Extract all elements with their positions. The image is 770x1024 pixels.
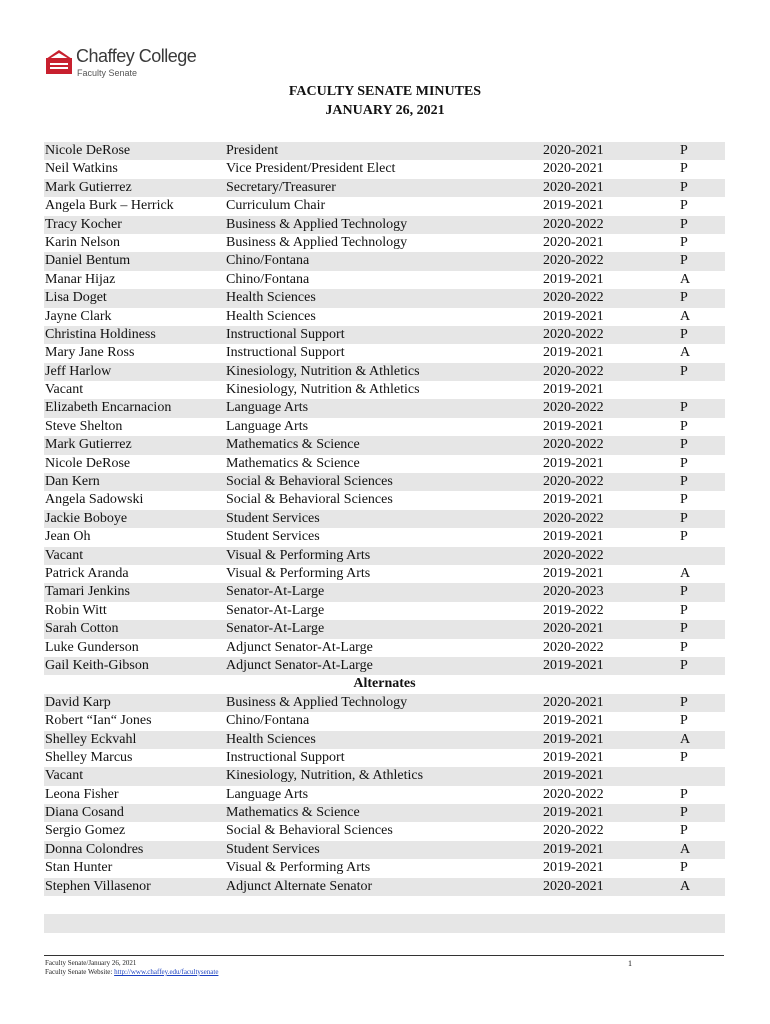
member-name: Stephen Villasenor	[45, 878, 151, 894]
member-position: Kinesiology, Nutrition & Athletics	[226, 363, 420, 379]
member-position: Health Sciences	[226, 308, 316, 324]
member-attendance: A	[680, 841, 691, 857]
member-attendance: P	[680, 400, 688, 416]
senators-list	[44, 142, 725, 675]
member-term: 2020-2021	[543, 161, 604, 177]
table-row	[44, 620, 725, 638]
member-name: Tamari Jenkins	[45, 584, 130, 600]
blank-row	[44, 914, 725, 932]
member-attendance: A	[680, 731, 691, 747]
table-row	[44, 216, 725, 234]
member-attendance: P	[680, 179, 688, 195]
table-row	[44, 565, 725, 583]
member-attendance: P	[680, 198, 688, 214]
member-attendance: P	[680, 455, 688, 471]
member-term: 2019-2021	[543, 345, 604, 361]
member-name: Nicole DeRose	[45, 455, 131, 471]
member-position: Adjunct Senator-At-Large	[226, 657, 373, 673]
member-position: Social & Behavioral Sciences	[226, 823, 393, 839]
member-attendance: P	[680, 823, 688, 839]
member-attendance: P	[680, 805, 688, 821]
member-position: Senator-At-Large	[226, 602, 325, 618]
member-attendance: P	[680, 253, 688, 269]
member-position: Language Arts	[226, 786, 309, 802]
member-name: Christina Holdiness	[45, 326, 156, 342]
member-position: Chino/Fontana	[226, 713, 310, 729]
member-term: 2020-2022	[543, 474, 604, 490]
member-name: Diana Cosand	[45, 805, 124, 821]
member-attendance: P	[680, 584, 688, 600]
member-attendance: P	[680, 713, 688, 729]
table-row	[44, 602, 725, 620]
member-name: Angela Sadowski	[45, 492, 144, 508]
table-row	[44, 786, 725, 804]
table-row	[44, 418, 725, 436]
member-term: 2020-2022	[543, 400, 604, 416]
member-position: Curriculum Chair	[226, 198, 326, 214]
member-term: 2019-2021	[543, 565, 604, 581]
logo-name: Chaffey College	[76, 46, 197, 66]
member-term: 2019-2022	[543, 602, 604, 618]
member-attendance: P	[680, 860, 688, 876]
table-row	[44, 363, 725, 381]
table-row	[44, 491, 725, 509]
member-position: Health Sciences	[226, 731, 316, 747]
member-term: 2020-2022	[543, 437, 604, 453]
table-row	[44, 455, 725, 473]
footer-meeting: Faculty Senate/January 26, 2021	[45, 959, 137, 967]
member-attendance: P	[680, 694, 688, 710]
member-name: Tracy Kocher	[45, 216, 122, 232]
table-row	[44, 160, 725, 178]
member-term: 2020-2021	[543, 234, 604, 250]
table-row	[44, 694, 725, 712]
table-row	[44, 767, 725, 785]
member-name: Jackie Boboye	[45, 510, 128, 526]
table-row	[44, 712, 725, 730]
member-term: 2020-2021	[543, 143, 604, 158]
member-position: Visual & Performing Arts	[226, 565, 371, 581]
member-term: 2020-2022	[543, 547, 604, 563]
member-position: Health Sciences	[226, 290, 316, 306]
member-position: Adjunct Senator-At-Large	[226, 639, 373, 655]
table-row	[44, 142, 725, 160]
table-row	[44, 473, 725, 491]
member-name: Nicole DeRose	[45, 143, 131, 158]
table-row	[44, 381, 725, 399]
member-attendance: P	[680, 437, 688, 453]
member-term: 2020-2022	[543, 823, 604, 839]
member-term: 2020-2022	[543, 216, 604, 232]
member-name: Jeff Harlow	[45, 363, 112, 379]
member-name: Jayne Clark	[45, 308, 112, 324]
member-position: Student Services	[226, 510, 320, 526]
member-attendance: P	[680, 657, 688, 673]
member-term: 2019-2021	[543, 860, 604, 876]
member-name: Shelley Eckvahl	[45, 731, 137, 747]
table-row	[44, 878, 725, 896]
member-name: Vacant	[45, 547, 84, 563]
member-name: Vacant	[45, 768, 84, 784]
member-term: 2019-2021	[543, 418, 604, 434]
logo-subtitle: Faculty Senate	[77, 68, 138, 78]
member-position: Business & Applied Technology	[226, 234, 408, 250]
member-term: 2020-2022	[543, 326, 604, 342]
member-term: 2020-2022	[543, 363, 604, 379]
member-name: Patrick Aranda	[45, 565, 129, 581]
member-position: Visual & Performing Arts	[226, 860, 371, 876]
member-name: Mary Jane Ross	[45, 345, 135, 361]
footer-website-link[interactable]: http://www.chaffey.edu/facultysenate	[114, 968, 219, 976]
member-name: Vacant	[45, 382, 84, 398]
member-attendance: A	[680, 565, 691, 581]
table-row	[44, 583, 725, 601]
member-name: Sarah Cotton	[45, 621, 119, 637]
member-attendance: P	[680, 326, 688, 342]
member-term: 2019-2021	[543, 198, 604, 214]
member-term: 2020-2022	[543, 290, 604, 306]
member-attendance: P	[680, 639, 688, 655]
member-term: 2020-2022	[543, 786, 604, 802]
member-attendance: P	[680, 418, 688, 434]
member-position: Kinesiology, Nutrition, & Athletics	[226, 768, 424, 784]
member-name: Jean Oh	[45, 529, 91, 545]
member-name: Gail Keith-Gibson	[45, 657, 149, 673]
member-term: 2019-2021	[543, 768, 604, 784]
member-position: Mathematics & Science	[226, 805, 360, 821]
member-name: Dan Kern	[45, 474, 100, 490]
table-row	[44, 639, 725, 657]
member-name: Daniel Bentum	[45, 253, 131, 269]
member-position: Business & Applied Technology	[226, 216, 408, 232]
member-attendance: A	[680, 345, 691, 361]
member-attendance: P	[680, 621, 688, 637]
member-position: Student Services	[226, 841, 320, 857]
member-name: Leona Fisher	[45, 786, 119, 802]
member-name: Mark Gutierrez	[45, 179, 132, 195]
member-term: 2020-2021	[543, 878, 604, 894]
member-name: Karin Nelson	[45, 234, 121, 250]
member-position: Instructional Support	[226, 345, 345, 361]
table-row	[44, 271, 725, 289]
member-position: Social & Behavioral Sciences	[226, 492, 393, 508]
member-name: Manar Hijaz	[45, 271, 116, 287]
table-row	[44, 841, 725, 859]
table-row	[44, 436, 725, 454]
member-attendance: P	[680, 143, 688, 158]
member-position: Adjunct Alternate Senator	[226, 878, 373, 894]
alternates-heading: Alternates	[353, 676, 416, 692]
table-row	[44, 289, 725, 307]
member-attendance: P	[680, 492, 688, 508]
college-logo	[46, 46, 206, 82]
member-attendance: A	[680, 878, 691, 894]
footer-divider	[44, 955, 724, 956]
member-position: Secretary/Treasurer	[226, 179, 336, 195]
table-row	[44, 657, 725, 675]
meeting-date: JANUARY 26, 2021	[325, 103, 445, 118]
member-term: 2020-2022	[543, 639, 604, 655]
member-attendance: P	[680, 363, 688, 379]
member-name: Sergio Gomez	[45, 823, 126, 839]
member-attendance: P	[680, 529, 688, 545]
table-row	[44, 547, 725, 565]
member-term: 2020-2022	[543, 253, 604, 269]
member-attendance: A	[680, 271, 691, 287]
member-position: Social & Behavioral Sciences	[226, 474, 393, 490]
member-term: 2019-2021	[543, 713, 604, 729]
member-term: 2019-2021	[543, 492, 604, 508]
member-name: Luke Gunderson	[45, 639, 139, 655]
member-position: President	[226, 143, 279, 158]
member-attendance: P	[680, 749, 688, 765]
table-row	[44, 822, 725, 840]
member-position: Chino/Fontana	[226, 253, 310, 269]
logo-emblem-icon	[46, 50, 72, 74]
footer-website	[45, 968, 218, 977]
member-name: Steve Shelton	[45, 418, 123, 434]
table-row	[44, 326, 725, 344]
table-row	[44, 234, 725, 252]
member-position: Senator-At-Large	[226, 584, 325, 600]
member-term: 2019-2021	[543, 271, 604, 287]
footer	[45, 959, 218, 977]
member-term: 2020-2021	[543, 694, 604, 710]
page-title: FACULTY SENATE MINUTES	[288, 84, 482, 99]
table-row	[44, 510, 725, 528]
table-row	[44, 179, 725, 197]
member-position: Kinesiology, Nutrition & Athletics	[226, 382, 420, 398]
table-row	[44, 308, 725, 326]
member-term: 2019-2021	[543, 455, 604, 471]
member-name: Stan Hunter	[45, 860, 113, 876]
member-position: Vice President/President Elect	[226, 161, 396, 177]
member-position: Mathematics & Science	[226, 455, 360, 471]
table-row	[44, 197, 725, 215]
member-term: 2019-2021	[543, 749, 604, 765]
member-position: Mathematics & Science	[226, 437, 360, 453]
page-number: 1	[628, 959, 632, 968]
table-row	[44, 749, 725, 767]
member-attendance: P	[680, 786, 688, 802]
member-position: Business & Applied Technology	[226, 694, 408, 710]
member-position: Student Services	[226, 529, 320, 545]
alternates-list	[44, 694, 725, 896]
member-position: Senator-At-Large	[226, 621, 325, 637]
member-attendance: P	[680, 474, 688, 490]
member-term: 2019-2021	[543, 841, 604, 857]
member-attendance: P	[680, 602, 688, 618]
member-name: Robin Witt	[45, 602, 107, 618]
member-attendance: P	[680, 290, 688, 306]
table-row	[44, 804, 725, 822]
member-attendance: P	[680, 216, 688, 232]
member-term: 2019-2021	[543, 805, 604, 821]
member-attendance: P	[680, 161, 688, 177]
member-name: Angela Burk – Herrick	[45, 198, 174, 214]
member-attendance: A	[680, 308, 691, 324]
member-name: David Karp	[45, 694, 111, 710]
table-row	[44, 731, 725, 749]
table-row	[44, 399, 725, 417]
member-name: Shelley Marcus	[45, 749, 133, 765]
member-attendance: P	[680, 234, 688, 250]
member-attendance: P	[680, 510, 688, 526]
member-name: Elizabeth Encarnacion	[45, 400, 172, 416]
footer-website-label: Faculty Senate Website:	[45, 968, 113, 976]
member-position: Instructional Support	[226, 326, 345, 342]
member-name: Lisa Doget	[45, 290, 107, 306]
member-term: 2019-2021	[543, 529, 604, 545]
member-name: Robert “Ian“ Jones	[45, 713, 152, 729]
table-row	[44, 344, 725, 362]
member-term: 2019-2021	[543, 657, 604, 673]
member-position: Instructional Support	[226, 749, 345, 765]
member-term: 2020-2023	[543, 584, 604, 600]
member-term: 2019-2021	[543, 382, 604, 398]
member-position: Language Arts	[226, 400, 309, 416]
member-position: Visual & Performing Arts	[226, 547, 371, 563]
member-name: Mark Gutierrez	[45, 437, 132, 453]
member-name: Donna Colondres	[45, 841, 144, 857]
member-position: Chino/Fontana	[226, 271, 310, 287]
member-term: 2020-2021	[543, 179, 604, 195]
table-row	[44, 252, 725, 270]
member-term: 2019-2021	[543, 308, 604, 324]
member-term: 2020-2021	[543, 621, 604, 637]
member-name: Neil Watkins	[45, 161, 118, 177]
table-row	[44, 859, 725, 877]
attendance-table	[44, 142, 725, 933]
member-term: 2019-2021	[543, 731, 604, 747]
member-term: 2020-2022	[543, 510, 604, 526]
table-row	[44, 528, 725, 546]
member-position: Language Arts	[226, 418, 309, 434]
blank-row	[44, 896, 725, 914]
